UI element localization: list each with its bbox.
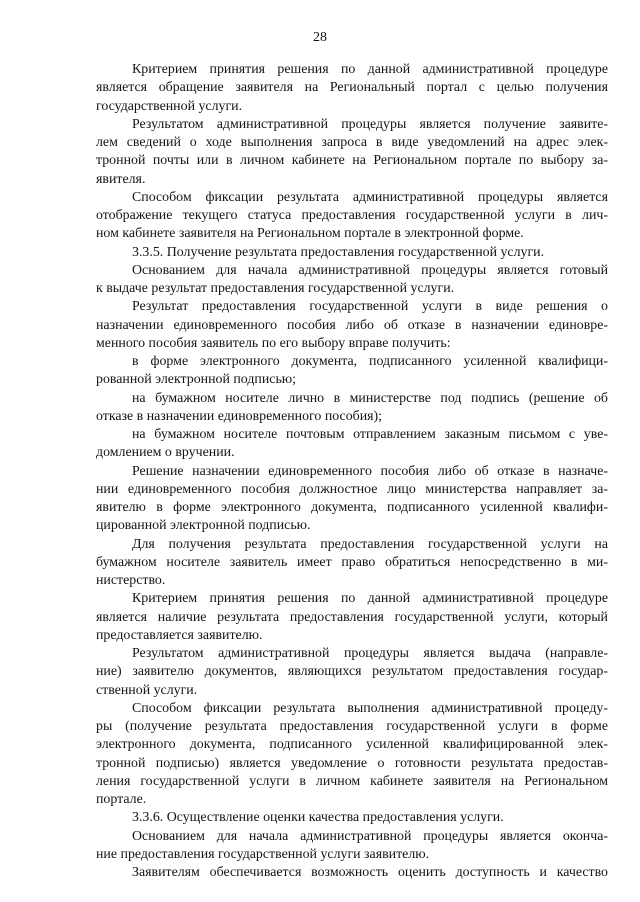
text-line: менного пособия заявитель по его выбору вправе получить: (96, 335, 451, 351)
text-line: назначении единовременного пособия либо об отказе в назначении единовре- (96, 317, 608, 333)
text-line: к выдаче результат предоставления государственной услуги. (96, 281, 455, 296)
text-line: домлением о вручении. (96, 445, 235, 461)
text-line: ры (получение результата предоставления государственной услуги в форме (96, 719, 608, 734)
paragraph (96, 828, 608, 865)
text-line: является наличие результата предоставления государственной услуги, который (96, 609, 608, 625)
text-line: нистерство. (96, 573, 166, 588)
text-line: на бумажном носителе лично в министерстве под подпись (решение об (132, 390, 608, 406)
text-line: электронного документа, подписанного усиленной квалифицированной элек- (96, 737, 608, 753)
text-line: Критерием принятия решения по данной административной процедуре (132, 62, 608, 77)
text-line: явителя. (96, 171, 146, 187)
paragraph (96, 298, 608, 353)
text-line: Результатом административной процедуры является получение заявите- (132, 116, 608, 132)
paragraph (96, 262, 608, 299)
text-line: рованной электронной подписью; (96, 372, 297, 388)
text-line: ном кабинете заявителя на Региональном портале в электронной форме. (96, 226, 524, 242)
text-line: Способом фиксации результата административной процедуры является (132, 189, 608, 205)
paragraph (96, 353, 608, 390)
paragraph (96, 864, 608, 882)
text-line: тронной почты или в личном кабинете на Региональном портале по выбору за- (96, 153, 608, 169)
text-line: явителю в форме электронного документа, подписанного усиленной квалифи- (96, 500, 608, 515)
page-number: 28 (313, 30, 327, 45)
paragraph (96, 809, 608, 827)
text-line: отображение текущего статуса предоставления государственной услуги в лич- (96, 208, 608, 223)
paragraph (96, 590, 608, 645)
text-line: Результат предоставления государственной услуги в виде решения о (132, 299, 608, 315)
text-line: Основанием для начала административной процедуры является оконча- (132, 828, 608, 844)
text-line: 3.3.5. Получение результата предоставления государственной услуги. (132, 244, 545, 260)
text-line: на бумажном носителе почтовым отправлением заказным письмом с уве- (132, 427, 608, 442)
text-line: Для получения результата предоставления государственной услуги на (132, 536, 608, 552)
text-line: бумажном носителе заявитель имеет право обратиться непосредственно в ми- (96, 554, 608, 570)
text-line: ние) заявителю документов, являющихся результатом предоставления государ- (96, 664, 608, 680)
text-line: является обращение заявителя на Региональный портал с целью получения (96, 80, 608, 96)
text-line: портале. (96, 792, 147, 807)
text-line: Основанием для начала административной процедуры является готовый (132, 262, 608, 278)
text-line: ственной услуги. (96, 682, 198, 698)
text-line: ления государственной услуги в личном кабинете заявителя на Региональном (96, 773, 608, 789)
text-line: Решение назначении единовременного пособия либо об отказе в назначе- (132, 463, 608, 479)
text-line: отказе в назначении единовременного пособия); (96, 408, 383, 424)
text-line: государственной услуги. (96, 98, 243, 114)
paragraph (96, 244, 608, 262)
text-line: Способом фиксации результата выполнения административной процеду- (132, 700, 608, 716)
text-line: 3.3.6. Осуществление оценки качества предоставления услуги. (132, 810, 504, 826)
text-line: Заявителям обеспечивается возможность оценить доступность и качество (132, 865, 608, 880)
paragraph (96, 536, 608, 591)
paragraph (96, 426, 608, 463)
paragraph (96, 645, 608, 700)
paragraph (96, 116, 608, 189)
text-line: Критерием принятия решения по данной административной процедуре (132, 591, 608, 607)
paragraph (96, 61, 608, 116)
text-line: цированной электронной подписью. (96, 518, 311, 534)
paragraph (96, 700, 608, 810)
paragraph (96, 390, 608, 427)
paragraph (96, 189, 608, 244)
text-line: ние предоставления государственной услуги заявителю. (96, 846, 430, 862)
text-line: Результатом административной процедуры является выдача (направле- (132, 646, 608, 661)
text-line: тронной подписью) является уведомление о готовности результата предостав- (96, 755, 608, 771)
text-line: нии единовременного пособия должностное лицо министерства направляет за- (96, 481, 608, 497)
text-line: предоставляется заявителю. (96, 627, 263, 643)
text-line: лем сведений о ходе выполнения запроса в виде уведомлений на адрес элек- (96, 135, 608, 150)
text-line: в форме электронного документа, подписанного усиленной квалифици- (132, 354, 608, 369)
paragraph (96, 463, 608, 536)
document-body (96, 61, 608, 882)
